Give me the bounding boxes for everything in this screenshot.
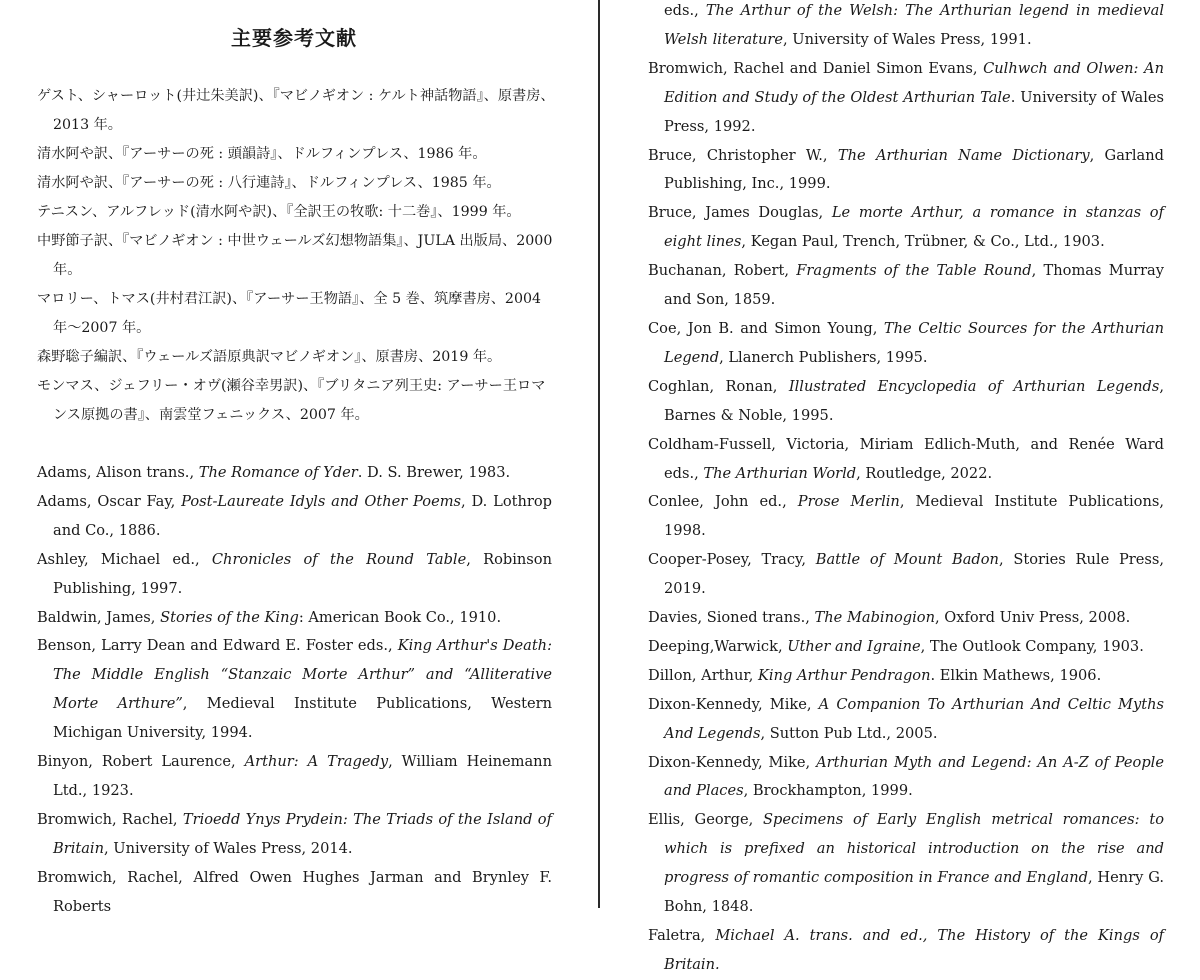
reference-entry (648, 431, 1164, 489)
page-divider (598, 0, 600, 908)
reference-entry (37, 82, 557, 140)
reference-author: Coghlan, Ronan, (648, 377, 789, 395)
reference-text: 中野節子訳、『マビノギオン : 中世ウェールズ幻想物語集』、JULA 出版局、2000 年。 (37, 233, 553, 278)
reference-entry (648, 373, 1164, 431)
reference-publisher: , D. Lothrop and Co., 1886. (53, 492, 552, 539)
reference-entry (37, 227, 557, 285)
reference-title: The Arthurian World (703, 464, 857, 482)
reference-entry (37, 488, 552, 546)
reference-author: Coe, Jon B. and Simon Young, (648, 319, 884, 337)
reference-publisher: , Sutton Pub Ltd., 2005. (760, 724, 938, 742)
reference-publisher: , Barnes & Noble, 1995. (664, 377, 1164, 424)
reference-title: King Arthur's Death: The Middle English “Stanzaic Morte Arthur” and “Alliterative Morte Arthure” (53, 637, 552, 713)
reference-title: The Romance of Yder (198, 464, 358, 481)
reference-publisher: , University of Wales Press, 2014. (104, 839, 353, 857)
reference-entry (37, 459, 552, 488)
right-page (601, 0, 1200, 973)
reference-title: Michael A. trans. and ed., The History of the Kings of Britain. (664, 927, 1165, 973)
reference-publisher: , The Outlook Company, 1903. (920, 637, 1144, 655)
reference-title: The Arthurian Name Dictionary (837, 146, 1090, 164)
reference-author: Bruce, James Douglas, (648, 204, 832, 222)
reference-author: Adams, Alison trans., (37, 464, 199, 481)
reference-title: Arthurian Myth and Legend: An A-Z of People and Places (664, 753, 1164, 800)
reference-entry (648, 257, 1164, 315)
reference-author: Conlee, John ed., (648, 493, 798, 511)
reference-author: Benson, Larry Dean and Edward E. Foster eds., (37, 637, 398, 655)
reference-author: Coldham-Fussell, Victoria, Miriam Edlich-Muth, and Renée Ward eds., (648, 435, 1164, 482)
reference-publisher: , Oxford Univ Press, 2008. (934, 609, 1131, 627)
reference-publisher: , Routledge, 2022. (856, 464, 993, 482)
reference-author: Ellis, George, (648, 811, 764, 829)
reference-title: Trioedd Ynys Prydein: The Triads of the Island of Britain (53, 810, 552, 857)
reference-text: ゲスト、シャーロット(井辻朱美訳)、『マビノギオン : ケルト神話物語』、原書房、2013 年。 (37, 88, 555, 133)
reference-author: Baldwin, James, (37, 608, 161, 626)
reference-author: Bruce, Christopher W., (648, 146, 838, 164)
reference-text: モンマス、ジェフリー・オヴ(瀬谷幸男訳)、『ブリタニア列王史: アーサー王ロマンス原拠の書』、南雲堂フェニックス、2007 年。 (37, 378, 546, 423)
reference-author: Davies, Sioned trans., (648, 609, 815, 627)
reference-publisher: , University of Wales Press, 1991. (783, 30, 1032, 48)
reference-entry (648, 546, 1164, 604)
reference-text: 清水阿や訳、『アーサーの死 : 八行連詩』、ドルフィンプレス、1985 年。 (37, 175, 501, 191)
reference-entry (648, 749, 1164, 807)
reference-publisher: , William Heinemann Ltd., 1923. (53, 753, 552, 799)
reference-entry (648, 922, 1164, 980)
reference-entry (37, 546, 552, 604)
japanese-reference-list (37, 82, 557, 430)
reference-entry (37, 285, 557, 343)
reference-publisher: , Garland Publishing, Inc., 1999. (664, 146, 1164, 193)
reference-publisher: , Medieval Institute Publications, 1998. (664, 493, 1164, 540)
reference-publisher: , Brockhampton, 1999. (743, 782, 913, 800)
reference-author: Bromwich, Rachel and Daniel Simon Evans, (648, 59, 984, 77)
reference-entry (37, 604, 552, 633)
reference-author: Bromwich, Rachel, Alfred Owen Hughes Jarman and Brynley F. Roberts (37, 868, 552, 915)
reference-entry-continued (648, 0, 1164, 55)
reference-entry (37, 864, 552, 922)
reference-entry (648, 691, 1164, 749)
reference-entry (648, 199, 1164, 257)
english-reference-list-continued (648, 0, 1164, 980)
reference-text: 清水阿や訳、『アーサーの死 : 頭韻詩』、ドルフィンプレス、1986 年。 (37, 146, 487, 162)
reference-title: Battle of Mount Badon (815, 551, 999, 569)
reference-publisher: , Robinson Publishing, 1997. (53, 550, 552, 597)
reference-author: Binyon, Robert Laurence, (37, 753, 245, 771)
reference-author: Dixon-Kennedy, Mike, (648, 695, 819, 713)
reference-author: Dillon, Arthur, (648, 666, 758, 684)
reference-entry (37, 343, 557, 372)
english-reference-list (37, 459, 552, 922)
reference-title: A Companion To Arthurian And Celtic Myths And Legends (664, 695, 1164, 742)
reference-entry (648, 142, 1164, 200)
reference-entry (648, 806, 1164, 922)
reference-entry (37, 169, 557, 198)
reference-entry (37, 632, 552, 748)
reference-title: Specimens of Early English metrical romances: to which is prefixed an historical introduction on the rise and progress of romantic composition in France and England (664, 811, 1164, 887)
reference-publisher: , Medieval Institute Publications, Western Michigan University, 1994. (53, 695, 552, 742)
reference-entry (37, 748, 552, 806)
reference-title: The Arthur of the Welsh: The Arthurian legend in medieval Welsh literature (664, 2, 1164, 48)
reference-entry (648, 488, 1164, 546)
reference-title: Post-Laureate Idyls and Other Poems (181, 492, 462, 510)
reference-entry (648, 55, 1164, 142)
reference-title: Fragments of the Table Round (796, 262, 1032, 280)
reference-title: Illustrated Encyclopedia of Arthurian Legends (788, 377, 1160, 395)
reference-publisher: . D. S. Brewer, 1983. (357, 464, 511, 481)
reference-text: マロリー、トマス(井村君江訳)、『アーサー王物語』、全 5 巻、筑摩書房、2004 年～2007 年。 (37, 291, 542, 336)
reference-title: King Arthur Pendragon (758, 666, 931, 684)
reference-title: Arthur: A Tragedy (244, 753, 389, 771)
reference-title: Uther and Igraine (787, 637, 921, 655)
reference-publisher: , Henry G. Bohn, 1848. (664, 869, 1164, 916)
reference-entry (648, 633, 1164, 662)
reference-entry (648, 662, 1164, 691)
reference-author: Buchanan, Robert, (648, 262, 797, 280)
reference-entry (37, 198, 557, 227)
reference-text: 森野聡子編訳、『ウェールズ語原典訳マビノギオン』、原書房、2019 年。 (37, 349, 502, 365)
reference-publisher: . University of Wales Press, 1992. (664, 88, 1164, 135)
reference-title: The Mabinogion (814, 609, 935, 627)
reference-entry (37, 806, 552, 864)
reference-publisher: , Kegan Paul, Trench, Trübner, & Co., Ltd., 1903. (741, 233, 1105, 251)
reference-entry (37, 372, 557, 430)
reference-author: Faletra, (648, 927, 716, 944)
reference-text: テニスン、アルフレッド(清水阿や訳)、『全訳王の牧歌: 十二巻』、1999 年。 (37, 204, 521, 220)
reference-author: Ashley, Michael ed., (37, 550, 212, 568)
reference-author: Adams, Oscar Fay, (37, 492, 182, 510)
reference-author: Cooper-Posey, Tracy, (648, 551, 816, 569)
reference-publisher: , Thomas Murray and Son, 1859. (664, 262, 1164, 309)
reference-author: Bromwich, Rachel, (37, 810, 183, 828)
reference-title: Stories of the King (160, 608, 299, 626)
reference-entry (37, 140, 557, 169)
left-page (0, 0, 598, 915)
reference-author: Deeping,Warwick, (648, 637, 788, 655)
reference-title: Le morte Arthur, a romance in stanzas of eight lines (664, 204, 1164, 251)
reference-title: Culhwch and Olwen: An Edition and Study of the Oldest Arthurian Tale (664, 59, 1164, 106)
reference-publisher: , Stories Rule Press, 2019. (664, 551, 1164, 598)
reference-title: The Celtic Sources for the Arthurian Legend (664, 319, 1164, 366)
reference-author: Dixon-Kennedy, Mike, (648, 753, 817, 771)
reference-entry (648, 604, 1164, 633)
reference-title: Chronicles of the Round Table (211, 550, 467, 568)
reference-author: eds., (664, 2, 706, 19)
reference-publisher: , Llanerch Publishers, 1995. (719, 348, 928, 366)
reference-title: Prose Merlin (797, 493, 900, 511)
reference-entry (648, 315, 1164, 373)
reference-publisher: : American Book Co., 1910. (298, 608, 502, 626)
reference-publisher: . Elkin Mathews, 1906. (930, 666, 1102, 684)
page-title: 主要参考文献 (231, 26, 357, 50)
